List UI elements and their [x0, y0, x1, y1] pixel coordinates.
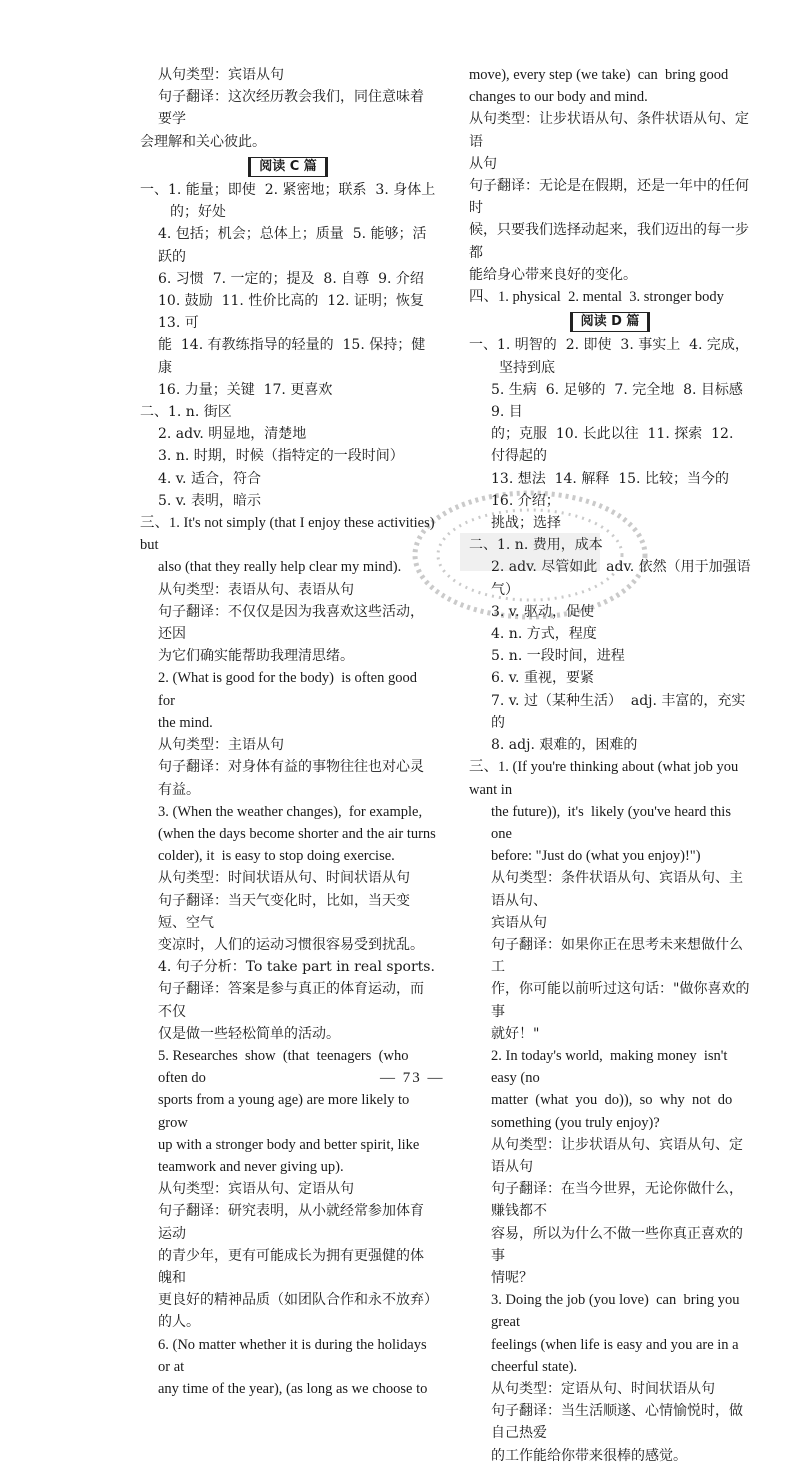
text-line: 会理解和关心彼此。: [140, 133, 266, 150]
text-line: 10. 鼓励 11. 性价比高的 12. 证明；恢复 13. 可: [158, 293, 433, 332]
text-line: 四、1. physical 2. mental 3. stronger body: [469, 289, 724, 306]
text-line: 就好！": [491, 1025, 540, 1042]
text-line: 2. adv. 明显地，清楚地: [158, 426, 307, 443]
text-line: cheerful state).: [491, 1358, 578, 1375]
text-line: 5. Researches show (that teenagers (who often do: [158, 1047, 413, 1087]
text-line: 情呢？: [491, 1269, 533, 1286]
text-line: 3. (When the weather changes), for example,: [158, 803, 423, 820]
section-heading-label: 阅读 C 篇: [248, 157, 328, 177]
text-line: 5. 生病 6. 足够的 7. 完全地 8. 目标感 9. 目: [491, 381, 752, 421]
text-line: 3. v. 驱动，促使: [491, 603, 594, 620]
text-line: 从句: [469, 155, 497, 172]
text-line: changes to our body and mind.: [469, 89, 648, 106]
text-line: 从句类型：让步状语从句、条件状语从句、定语: [469, 111, 749, 150]
text-line: 容易，所以为什么不做一些你真正喜欢的事: [491, 1225, 743, 1264]
text-line: 的人。: [158, 1314, 200, 1331]
text-line: 句子翻译：当天气变化时，比如，当天变短、空气: [158, 892, 410, 931]
text-line: teamwork and never giving up).: [158, 1158, 344, 1175]
text-line: 三、1. It's not simply (that I enjoy these activities) but: [140, 515, 439, 554]
text-line: 的工作能给你带来很棒的感觉。: [491, 1447, 687, 1464]
text-line: 二、1. n. 街区: [140, 404, 232, 421]
text-line: 4. 包括；机会；总体上；质量 5. 能够；活跃的: [158, 226, 427, 265]
text-line: before: "Just do (what you enjoy)!"): [491, 848, 701, 865]
text-line: 从句类型：定语从句、时间状语从句: [491, 1380, 715, 1397]
text-line: 仅是做一些轻松简单的活动。: [158, 1025, 340, 1042]
text-line: the mind.: [158, 714, 213, 731]
text-line: 三、1. (If you're thinking about (what job you want in: [469, 759, 742, 798]
text-line: 挑战；选择: [491, 515, 561, 532]
text-line: 6. v. 重视，要紧: [491, 670, 594, 687]
text-line: 6. 习惯 7. 一定的；提及 8. 自尊 9. 介绍: [158, 270, 424, 287]
text-line: 从句类型：条件状语从句、宾语从句、主语从句、: [491, 870, 743, 909]
text-line: 句子翻译：当生活顺遂、心情愉悦时，做自己热爱: [491, 1403, 743, 1442]
page-number: — 73 —: [380, 1070, 445, 1086]
text-line: up with a stronger body and better spirit, like: [158, 1136, 420, 1153]
text-line: 从句类型：时间状语从句、时间状语从句: [158, 870, 410, 887]
text-line: 一、1. 能量；即使 2. 紧密地；联系 3. 身体上的；好处: [140, 182, 436, 221]
text-line: (when the days become shorter and the air turns: [158, 825, 436, 842]
text-line: something (you truly enjoy)?: [491, 1114, 660, 1131]
text-line: 2. adv. 尽管如此 adv. 依然（用于加强语气）: [491, 559, 751, 598]
text-line: 的；克服 10. 长此以往 11. 探索 12. 付得起的: [491, 426, 738, 465]
text-line: 的青少年，更有可能成长为拥有更强健的体魄和: [158, 1247, 424, 1286]
text-line: sports from a young age) are more likely to grow: [158, 1092, 413, 1131]
text-line: 句子翻译：这次经历教会我们，同住意味着要学: [158, 89, 424, 128]
text-line: 句子翻译：研究表明，从小就经常参加体育运动: [158, 1203, 424, 1242]
text-line: 有益。: [158, 781, 200, 798]
text-line: 从句类型：表语从句、表语从句: [158, 581, 354, 598]
text-line: 句子翻译：如果你正在思考未来想做什么工: [491, 936, 743, 976]
text-line: 一、1. 明智的 2. 即使 3. 事实上 4. 完成，坚持到底: [469, 337, 749, 376]
text-line: 句子翻译：无论是在假期，还是一年中的任何时: [469, 178, 749, 217]
text-line: 从句类型：宾语从句、定语从句: [158, 1181, 354, 1198]
text-line: feelings (when life is easy and you are in a: [491, 1336, 739, 1353]
text-line: 候，只要我们选择动起来，我们迈出的每一步都: [469, 222, 749, 261]
text-line: the future)), it's likely (you've heard this one: [491, 803, 735, 842]
text-line: 5. v. 表明，暗示: [158, 492, 261, 509]
right-column: [469, 64, 751, 1467]
text-line: 句子翻译：不仅仅是因为我喜欢这些活动，还因: [158, 603, 424, 643]
text-line: 能给身心带来良好的变化。: [469, 266, 637, 283]
text-line: 从句类型：让步状语从句、宾语从句、定语从句: [491, 1136, 743, 1175]
text-line: colder), it is easy to stop doing exercise.: [158, 848, 395, 865]
text-line: 7. v. 过（某种生活） adj. 丰富的，充实的: [491, 692, 746, 731]
text-line: 3. n. 时期，时候（指特定的一段时间）: [158, 448, 404, 465]
text-line: 3. Doing the job (you love) can bring you great: [491, 1292, 744, 1331]
text-line: 能 14. 有教练指导的轻量的 15. 保持；健康: [158, 337, 426, 376]
text-line: 8. adj. 艰难的，困难的: [491, 737, 638, 754]
text-line: 宾语从句: [491, 914, 547, 931]
left-column: [140, 64, 439, 1400]
text-line: 句子翻译：答案是参与真正的体育运动，而不仅: [158, 981, 424, 1020]
text-line: 4. n. 方式，程度: [491, 626, 597, 643]
text-line: 二、1. n. 费用，成本: [469, 537, 603, 554]
text-line: move), every step (we take) can bring good: [469, 67, 729, 83]
section-heading: [469, 310, 751, 332]
text-line: 作，你可能以前听过这句话："做你喜欢的事: [491, 981, 750, 1020]
text-line: 从句类型：主语从句: [158, 737, 284, 754]
text-line: 16. 力量；关键 17. 更喜欢: [158, 381, 333, 398]
text-line: 从句类型：宾语从句: [158, 67, 284, 83]
text-line: 4. v. 适合，符合: [158, 470, 261, 487]
text-line: 更良好的精神品质（如团队合作和永不放弃）: [158, 1292, 438, 1309]
text-line: 2. (What is good for the body) is often good for: [158, 670, 421, 709]
text-line: 句子翻译：对身体有益的事物往往也对心灵: [158, 759, 424, 776]
section-heading-label: 阅读 D 篇: [570, 312, 651, 332]
text-line: 变凉时，人们的运动习惯很容易受到扰乱。: [158, 936, 424, 953]
text-line: 2. In today's world, making money isn't easy (no: [491, 1047, 732, 1087]
text-line: 5. n. 一段时间，进程: [491, 648, 625, 665]
text-line: matter (what you do)), so why not do: [491, 1092, 733, 1109]
section-heading: [140, 155, 436, 177]
text-line: also (that they really help clear my mind).: [158, 559, 402, 576]
text-line: 为它们确实能帮助我理清思绪。: [158, 648, 354, 665]
text-line: 13. 想法 14. 解释 15. 比较；当今的 16. 介绍；: [491, 470, 738, 509]
text-line: 4. 句子分析：To take part in real sports.: [158, 959, 435, 976]
text-line: 6. (No matter whether it is during the holidays or at: [158, 1336, 431, 1375]
text-line: any time of the year), (as long as we choose to: [158, 1380, 428, 1397]
text-line: 句子翻译：在当今世界，无论你做什么，赚钱都不: [491, 1181, 743, 1220]
